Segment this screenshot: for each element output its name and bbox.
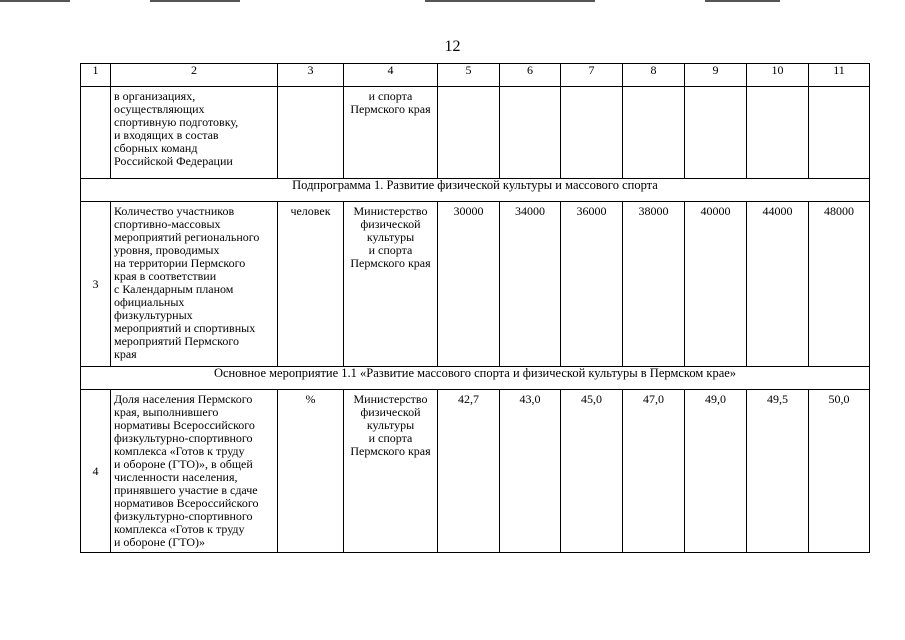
text-line: культуры <box>366 230 415 244</box>
unit <box>278 87 344 179</box>
indicator-name <box>111 87 278 179</box>
text-line: физкультурно-спортивного <box>114 431 253 445</box>
text-line: Количество участников <box>114 204 235 218</box>
text-line: Министерство <box>353 392 428 406</box>
value-cell: 47,0 <box>623 390 685 553</box>
row-number <box>81 87 111 179</box>
value-cell: 40000 <box>685 202 747 367</box>
scan-artifact-line <box>425 0 595 2</box>
text-line: культуры <box>366 418 415 432</box>
text-line: и входящих в состав <box>114 128 219 142</box>
value-cell: 49,5 <box>747 390 809 553</box>
activity-row <box>81 367 870 390</box>
responsible <box>344 87 438 179</box>
text-line: Министерство <box>353 204 428 218</box>
subprogram-title: Подпрограмма 1. Развитие физической культуры и массового спорта <box>81 179 870 202</box>
indicator-name <box>111 202 278 367</box>
unit: % <box>278 390 344 553</box>
text-line: уровня, проводимых <box>114 243 220 257</box>
responsible <box>344 390 438 553</box>
text-line: принявшего участие в сдаче <box>114 483 258 497</box>
scan-artifact-line <box>150 0 240 2</box>
value-cell <box>623 87 685 179</box>
table-row-3 <box>81 202 870 367</box>
value-cell: 36000 <box>561 202 623 367</box>
column-number: 10 <box>747 64 809 87</box>
text-line: края <box>114 347 137 361</box>
column-number: 4 <box>344 64 438 87</box>
text-line: мероприятий Пермского <box>114 334 239 348</box>
text-line: Российской Федерации <box>114 154 233 168</box>
text-line: численности населения, <box>114 470 238 484</box>
value-cell: 49,0 <box>685 390 747 553</box>
value-cell <box>500 87 561 179</box>
text-line: Пермского края <box>350 102 431 116</box>
text-line: на территории Пермского <box>114 256 246 270</box>
page-number: 12 <box>444 38 461 55</box>
value-cell <box>561 87 623 179</box>
text-line: с Календарным планом <box>114 282 234 296</box>
subprogram-row <box>81 179 870 202</box>
row-number: 4 <box>81 390 111 553</box>
text-line: спортивную подготовку, <box>114 115 239 129</box>
column-number: 1 <box>81 64 111 87</box>
text-line: комплекса «Готов к труду <box>114 444 245 458</box>
activity-title: Основное мероприятие 1.1 «Развитие массового спорта и физической культуры в Пермском крае» <box>81 367 870 390</box>
unit: человек <box>278 202 344 367</box>
indicator-name <box>111 390 278 553</box>
text-line: официальных <box>114 295 185 309</box>
value-cell <box>809 87 870 179</box>
column-number: 6 <box>500 64 561 87</box>
text-line: края в соответствии <box>114 269 217 283</box>
text-line: физической <box>360 217 421 231</box>
text-line: мероприятий регионального <box>114 230 260 244</box>
column-number: 5 <box>438 64 500 87</box>
value-cell <box>685 87 747 179</box>
scan-artifact-line <box>705 0 780 2</box>
value-cell: 48000 <box>809 202 870 367</box>
indicators-table <box>80 63 870 553</box>
column-number: 8 <box>623 64 685 87</box>
column-number-row <box>81 64 870 87</box>
column-number: 2 <box>111 64 278 87</box>
text-line: в организациях, <box>114 89 196 103</box>
text-line: и спорта <box>368 243 413 257</box>
text-line: осуществляющих <box>114 102 205 116</box>
text-line: нормативов Всероссийского <box>114 496 259 510</box>
text-line: Пермского края <box>350 444 431 458</box>
row-number: 3 <box>81 202 111 367</box>
column-number: 3 <box>278 64 344 87</box>
text-line: и обороне (ГТО)», в общей <box>114 457 253 471</box>
text-line: физкультурно-спортивного <box>114 509 253 523</box>
table-row-continued <box>81 87 870 179</box>
table-row-4 <box>81 390 870 553</box>
responsible <box>344 202 438 367</box>
text-line: комплекса «Готов к труду <box>114 522 245 536</box>
value-cell: 50,0 <box>809 390 870 553</box>
column-number: 7 <box>561 64 623 87</box>
text-line: края, выполнившего <box>114 405 219 419</box>
text-line: и спорта <box>368 431 413 445</box>
text-line: спортивно-массовых <box>114 217 221 231</box>
value-cell: 34000 <box>500 202 561 367</box>
column-number: 9 <box>685 64 747 87</box>
value-cell <box>438 87 500 179</box>
value-cell: 43,0 <box>500 390 561 553</box>
text-line: и спорта <box>368 89 413 103</box>
value-cell: 38000 <box>623 202 685 367</box>
scan-artifact-line <box>0 0 70 2</box>
text-line: нормативы Всероссийского <box>114 418 255 432</box>
text-line: и обороне (ГТО)» <box>114 535 206 549</box>
text-line: Доля населения Пермского <box>114 392 253 406</box>
value-cell: 44000 <box>747 202 809 367</box>
text-line: физической <box>360 405 421 419</box>
value-cell: 30000 <box>438 202 500 367</box>
text-line: Пермского края <box>350 256 431 270</box>
value-cell: 42,7 <box>438 390 500 553</box>
text-line: мероприятий и спортивных <box>114 321 256 335</box>
text-line: физкультурных <box>114 308 193 322</box>
text-line: сборных команд <box>114 141 198 155</box>
value-cell: 45,0 <box>561 390 623 553</box>
column-number: 11 <box>809 64 870 87</box>
value-cell <box>747 87 809 179</box>
